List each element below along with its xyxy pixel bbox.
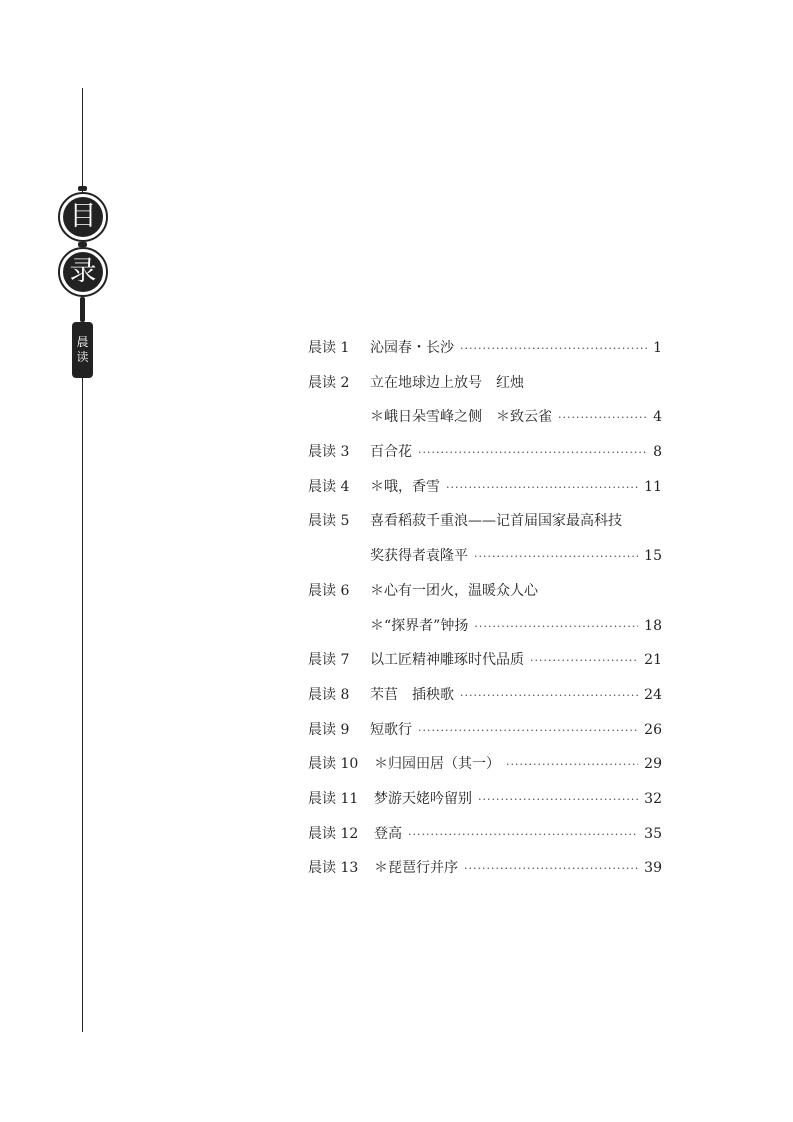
toc-number: 晨读 4	[308, 478, 350, 495]
toc-number: 晨读 12	[308, 825, 359, 842]
toc-leader-dots	[474, 610, 638, 645]
tag-char-1: 晨	[76, 335, 89, 349]
toc-number: 晨读 2	[308, 374, 350, 391]
toc-page: 39	[644, 860, 662, 877]
toc-leader-dots	[530, 644, 638, 679]
toc-row[interactable]	[308, 574, 662, 609]
toc-leader-dots	[460, 679, 638, 714]
toc-title: 以工匠精神雕琢时代品质	[370, 652, 524, 669]
toc-leader-dots	[460, 332, 647, 367]
toc-row[interactable]	[308, 400, 662, 435]
toc-title: 短歌行	[370, 721, 412, 738]
toc-title: ＊峨日朵雪峰之侧 ＊致云雀	[370, 409, 552, 426]
top-cord-line	[82, 88, 83, 193]
toc-leader-dots	[506, 748, 638, 783]
toc-title: 登高	[374, 825, 402, 842]
toc-row[interactable]	[308, 470, 662, 505]
toc-row[interactable]	[308, 435, 662, 470]
toc-leader-dots	[464, 852, 638, 887]
toc-row[interactable]	[308, 331, 662, 366]
toc-number: 晨读 8	[308, 686, 350, 703]
toc-row[interactable]	[308, 366, 662, 401]
toc-title: 喜看稻菽千重浪——记首届国家最高科技	[370, 513, 622, 530]
toc-page: 21	[644, 652, 662, 669]
toc-title: 立在地球边上放号 红烛	[370, 374, 524, 391]
title-char-1: 目	[63, 197, 103, 237]
toc-title: 梦游天姥吟留别	[374, 790, 472, 807]
toc-page: 24	[644, 686, 662, 703]
toc-row[interactable]	[308, 747, 662, 782]
toc-page: 15	[644, 548, 662, 565]
toc-page: 29	[644, 756, 662, 773]
toc-number: 晨读 11	[308, 790, 359, 807]
toc-leader-dots	[446, 471, 638, 506]
bottom-cord-line	[82, 378, 83, 1032]
title-char-2: 录	[63, 252, 103, 292]
toc-title: ＊哦，香雪	[370, 478, 440, 495]
toc-row[interactable]	[308, 504, 662, 539]
toc-row[interactable]	[308, 643, 662, 678]
toc-row[interactable]	[308, 609, 662, 644]
toc-title: 沁园春・长沙	[370, 340, 454, 356]
toc-title: ＊心有一团火，温暖众人心	[370, 582, 538, 599]
title-medal-1	[58, 192, 108, 242]
toc-page: 32	[644, 790, 662, 807]
table-of-contents	[308, 331, 662, 886]
toc-row[interactable]	[308, 851, 662, 886]
toc-number: 晨读 5	[308, 513, 350, 530]
toc-row[interactable]	[308, 539, 662, 574]
toc-page: 35	[644, 825, 662, 842]
title-medal-2	[58, 247, 108, 297]
cord-knot-icon	[78, 186, 87, 191]
toc-leader-dots	[408, 818, 638, 853]
toc-row[interactable]	[308, 817, 662, 852]
toc-page: 8	[653, 444, 662, 461]
toc-leader-dots	[418, 436, 647, 471]
toc-leader-dots	[558, 401, 647, 436]
toc-title: 奖获得者袁隆平	[370, 548, 468, 565]
toc-number: 晨读 6	[308, 582, 350, 599]
toc-title: 百合花	[370, 444, 412, 461]
toc-number: 晨读 10	[308, 756, 359, 773]
toc-number: 晨读 3	[308, 444, 350, 461]
tag-char-2: 读	[76, 350, 89, 364]
toc-leader-dots	[474, 540, 638, 575]
toc-row[interactable]	[308, 713, 662, 748]
toc-number: 晨读 1	[308, 340, 350, 356]
toc-title: ＊“探界者”钟扬	[370, 617, 469, 634]
section-tag	[72, 322, 93, 378]
toc-title: ＊归园田居（其一）	[374, 756, 500, 773]
toc-leader-dots	[478, 783, 638, 818]
toc-row[interactable]	[308, 782, 662, 817]
toc-leader-dots	[418, 714, 638, 749]
toc-page: 11	[644, 478, 662, 495]
toc-number: 晨读 13	[308, 860, 359, 877]
toc-page: 1	[653, 340, 662, 356]
cord-tassel-icon	[80, 297, 85, 322]
toc-number: 晨读 7	[308, 652, 350, 669]
toc-page: 26	[644, 721, 662, 738]
toc-page: 18	[644, 617, 662, 634]
toc-row[interactable]	[308, 678, 662, 713]
toc-title: 芣苢 插秧歌	[370, 686, 454, 703]
toc-page: 4	[653, 409, 662, 426]
toc-title: ＊琵琶行并序	[374, 860, 458, 877]
toc-number: 晨读 9	[308, 721, 350, 738]
